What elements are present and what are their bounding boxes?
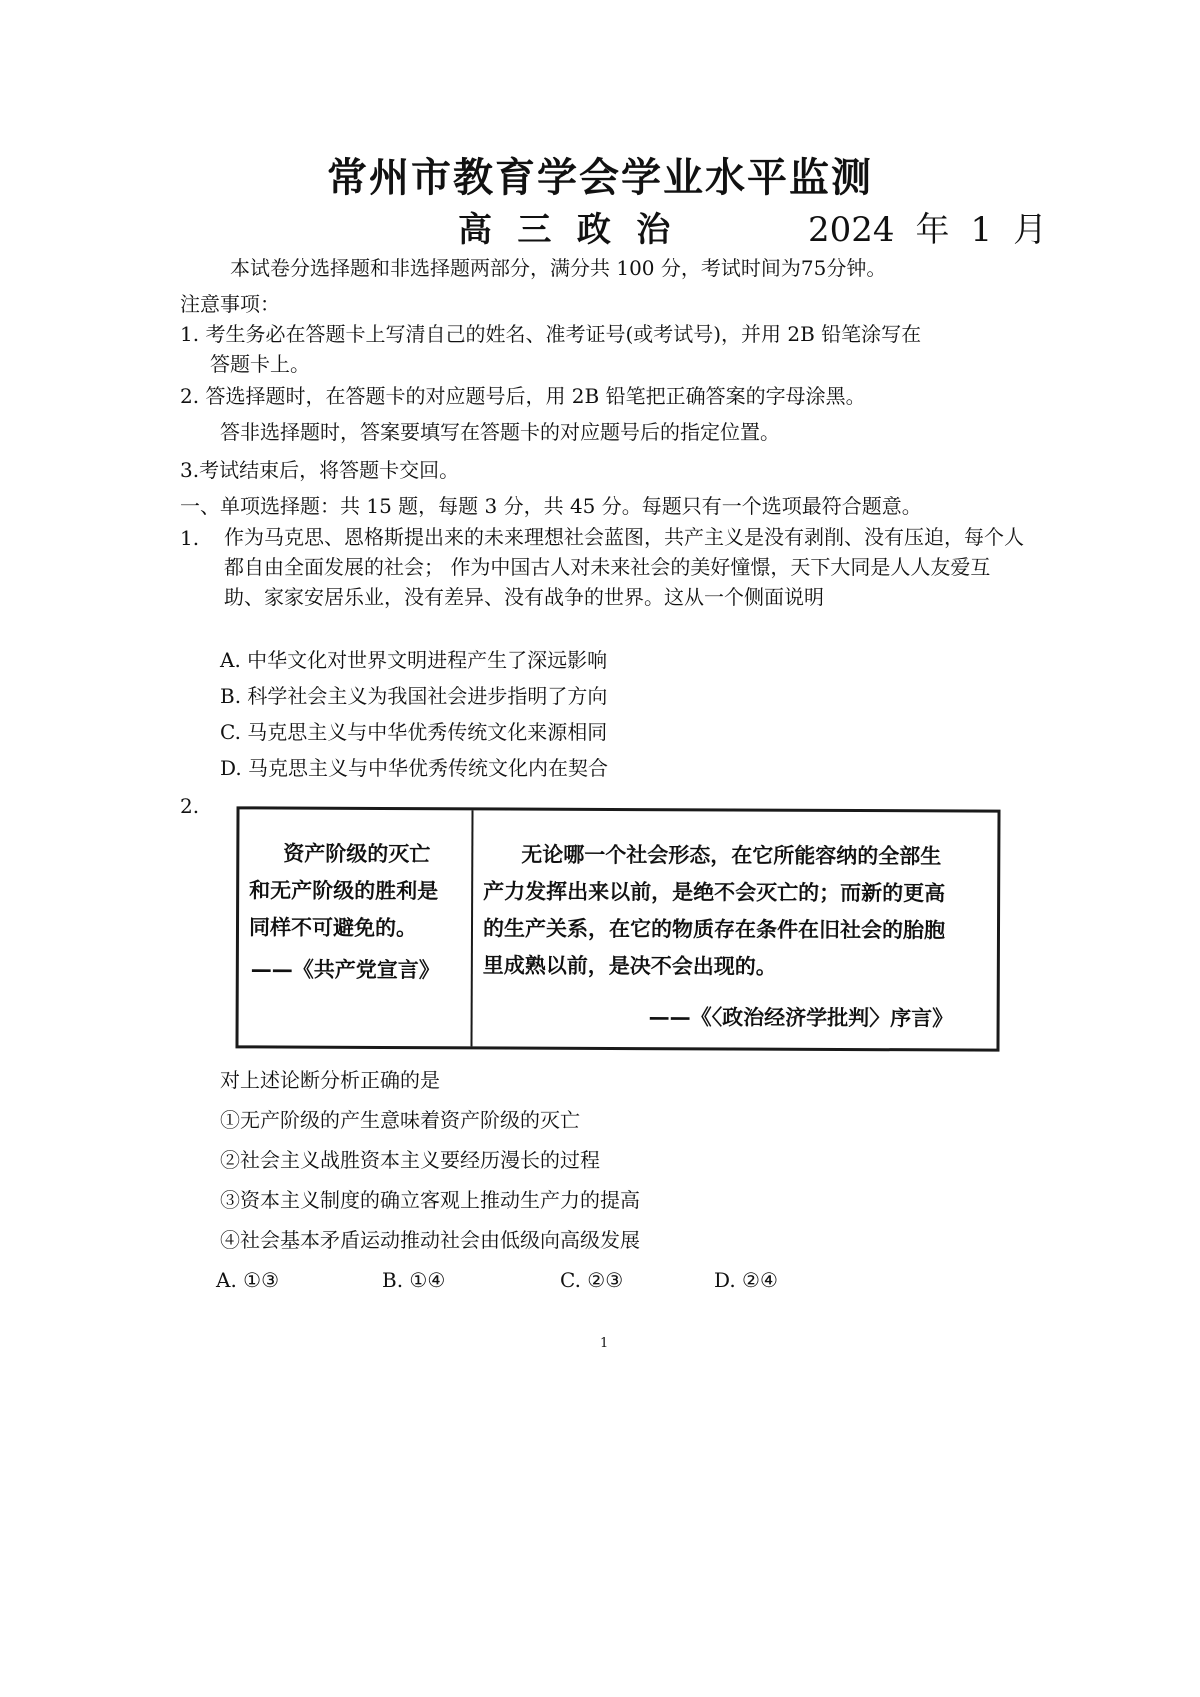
notice-item-2-cont: 答非选择题时，答案要填写在答题卡的对应题号后的指定位置。 [220, 420, 780, 444]
right-quote-line-3: 的生产关系，在它的物质存在条件在旧社会的胎胞 [482, 916, 946, 943]
section-1-heading: 一、单项选择题：共 15 题，每题 3 分，共 45 分。每题只有一个选项最符合题意。 [180, 494, 922, 518]
q2-statement-2: ②社会主义战胜资本主义要经历漫长的过程 [220, 1148, 600, 1172]
q2-option-c: C. ②③ [560, 1268, 624, 1292]
right-quote-line-1: 无论哪一个社会形态，在它所能容纳的全部生 [521, 842, 942, 869]
notice-item-2: 2. 答选择题时，在答题卡的对应题号后，用 2B 铅笔把正确答案的字母涂黑。 [180, 384, 866, 408]
left-quote-line-3: 同样不可避免的。 [248, 915, 418, 941]
q2-option-b: B. ①④ [382, 1268, 446, 1292]
q2-stem: 对上述论断分析正确的是 [220, 1068, 440, 1092]
right-quote-line-4: 里成熟以前，是决不会出现的。 [482, 953, 777, 979]
q2-statement-1: ①无产阶级的产生意味着资产阶级的灭亡 [220, 1108, 580, 1132]
q2-option-d: D. ②④ [714, 1268, 778, 1292]
left-quote-line-2: 和无产阶级的胜利是 [249, 878, 439, 904]
q2-statement-3: ③资本主义制度的确立客观上推动生产力的提高 [220, 1188, 640, 1212]
q2-number: 2. [180, 794, 200, 818]
quote-figure [235, 806, 1000, 1051]
q2-statement-4: ④社会基本矛盾运动推动社会由低级向高级发展 [220, 1228, 640, 1252]
exam-subject: 高 三 政 治 [458, 210, 671, 250]
exam-title: 常州市教育学会学业水平监测 [327, 154, 873, 201]
q1-number: 1. [180, 526, 200, 550]
page-number: 1 [600, 1336, 609, 1351]
q1-option-b: B. 科学社会主义为我国社会进步指明了方向 [220, 684, 608, 708]
intro-text: 本试卷分选择题和非选择题两部分，满分共 100 分，考试时间为75分钟。 [230, 256, 887, 280]
quote-figure-left [238, 809, 473, 1046]
right-quote-line-2: 产力发挥出来以前，是绝不会灭亡的；而新的更高 [483, 879, 946, 906]
right-quote-citation: ——《〈政治经济学批判〉序言》 [648, 1005, 954, 1031]
notice-item-1-cont: 答题卡上。 [210, 352, 310, 376]
q1-stem-text: 作为马克思、恩格斯提出来的未来理想社会蓝图，共产主义是没有剥削、没有压迫，每个人都自由全面发展的社会； 作为中国古人对未来社会的美好憧憬，天下大同是人人友爱互助、家家安居乐业，没有差异、没有战争的世界。这从一个侧面说明 [224, 525, 1024, 609]
q2-option-a: A. ①③ [216, 1268, 280, 1292]
left-quote-citation: ——《共产党宣言》 [250, 957, 440, 983]
q1-stem [224, 522, 1030, 612]
notice-item-1: 1. 考生务必在答题卡上写清自己的姓名、准考证号(或考试号)，并用 2B 铅笔涂写在 [180, 322, 922, 346]
left-quote-line-1: 资产阶级的灭亡 [283, 841, 431, 867]
exam-date: 2024 年 1 月 [808, 210, 1048, 250]
notice-item-3: 3.考试结束后，将答题卡交回。 [180, 458, 460, 482]
q1-option-a: A. 中华文化对世界文明进程产生了深远影响 [220, 648, 608, 672]
notice-heading: 注意事项： [180, 292, 280, 316]
q1-option-d: D. 马克思主义与中华优秀传统文化内在契合 [220, 756, 609, 780]
q1-option-c: C. 马克思主义与中华优秀传统文化来源相同 [220, 720, 608, 744]
